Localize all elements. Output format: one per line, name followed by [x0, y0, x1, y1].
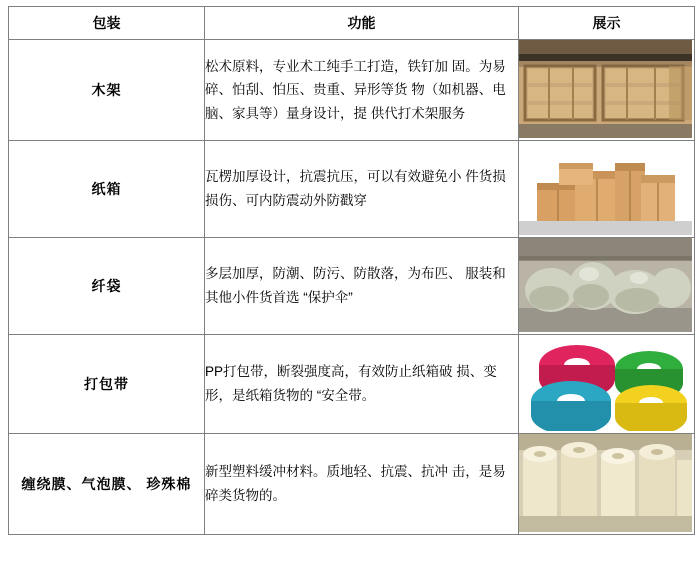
packaging-name: 缠绕膜、气泡膜、 珍殊棉	[9, 434, 205, 535]
column-header-function: 功能	[205, 7, 519, 40]
packaging-display	[519, 238, 695, 335]
table-row	[9, 238, 695, 335]
pp-strapping-rolls-photo	[519, 335, 694, 433]
packaging-display	[519, 141, 695, 238]
packaging-table	[8, 6, 695, 535]
packaging-function: 新型塑料缓冲材料。质地轻、抗震、抗冲 击，是易碎类货物的。	[205, 434, 519, 535]
packaging-function: 多层加厚，防潮、防污、防散落，为布匹、 服装和其他小件货首选 “保护伞”	[205, 238, 519, 335]
table-body	[9, 40, 695, 535]
table-row	[9, 335, 695, 434]
carton-boxes-photo	[519, 141, 694, 237]
packaging-name: 打包带	[9, 335, 205, 434]
table-header	[9, 7, 695, 40]
woven-bags-photo	[519, 238, 694, 334]
column-header-display: 展示	[519, 7, 695, 40]
packaging-function: 瓦楞加厚设计，抗震抗压，可以有效避免小 件货损损伤、可内防震动外防戳穿	[205, 141, 519, 238]
header-row	[9, 7, 695, 40]
column-header-packaging: 包装	[9, 7, 205, 40]
table-row	[9, 434, 695, 535]
wooden-crate-photo	[519, 40, 694, 140]
stretch-film-rolls-photo	[519, 434, 694, 534]
packaging-display	[519, 335, 695, 434]
packaging-name: 纤袋	[9, 238, 205, 335]
packaging-function: PP打包带，断裂强度高，有效防止纸箱破 损、变形，是纸箱货物的 “安全带。	[205, 335, 519, 434]
table-row	[9, 141, 695, 238]
table-row	[9, 40, 695, 141]
packaging-name: 纸箱	[9, 141, 205, 238]
packaging-display	[519, 40, 695, 141]
packaging-function: 松术原料，专业术工纯手工打造，铁钉加 固。为易碎、怕刮、怕压、贵重、异形等货 物（如机器、电脑、家具等）量身设计，提 供代打术架服务	[205, 40, 519, 141]
packaging-name: 木架	[9, 40, 205, 141]
packaging-display	[519, 434, 695, 535]
